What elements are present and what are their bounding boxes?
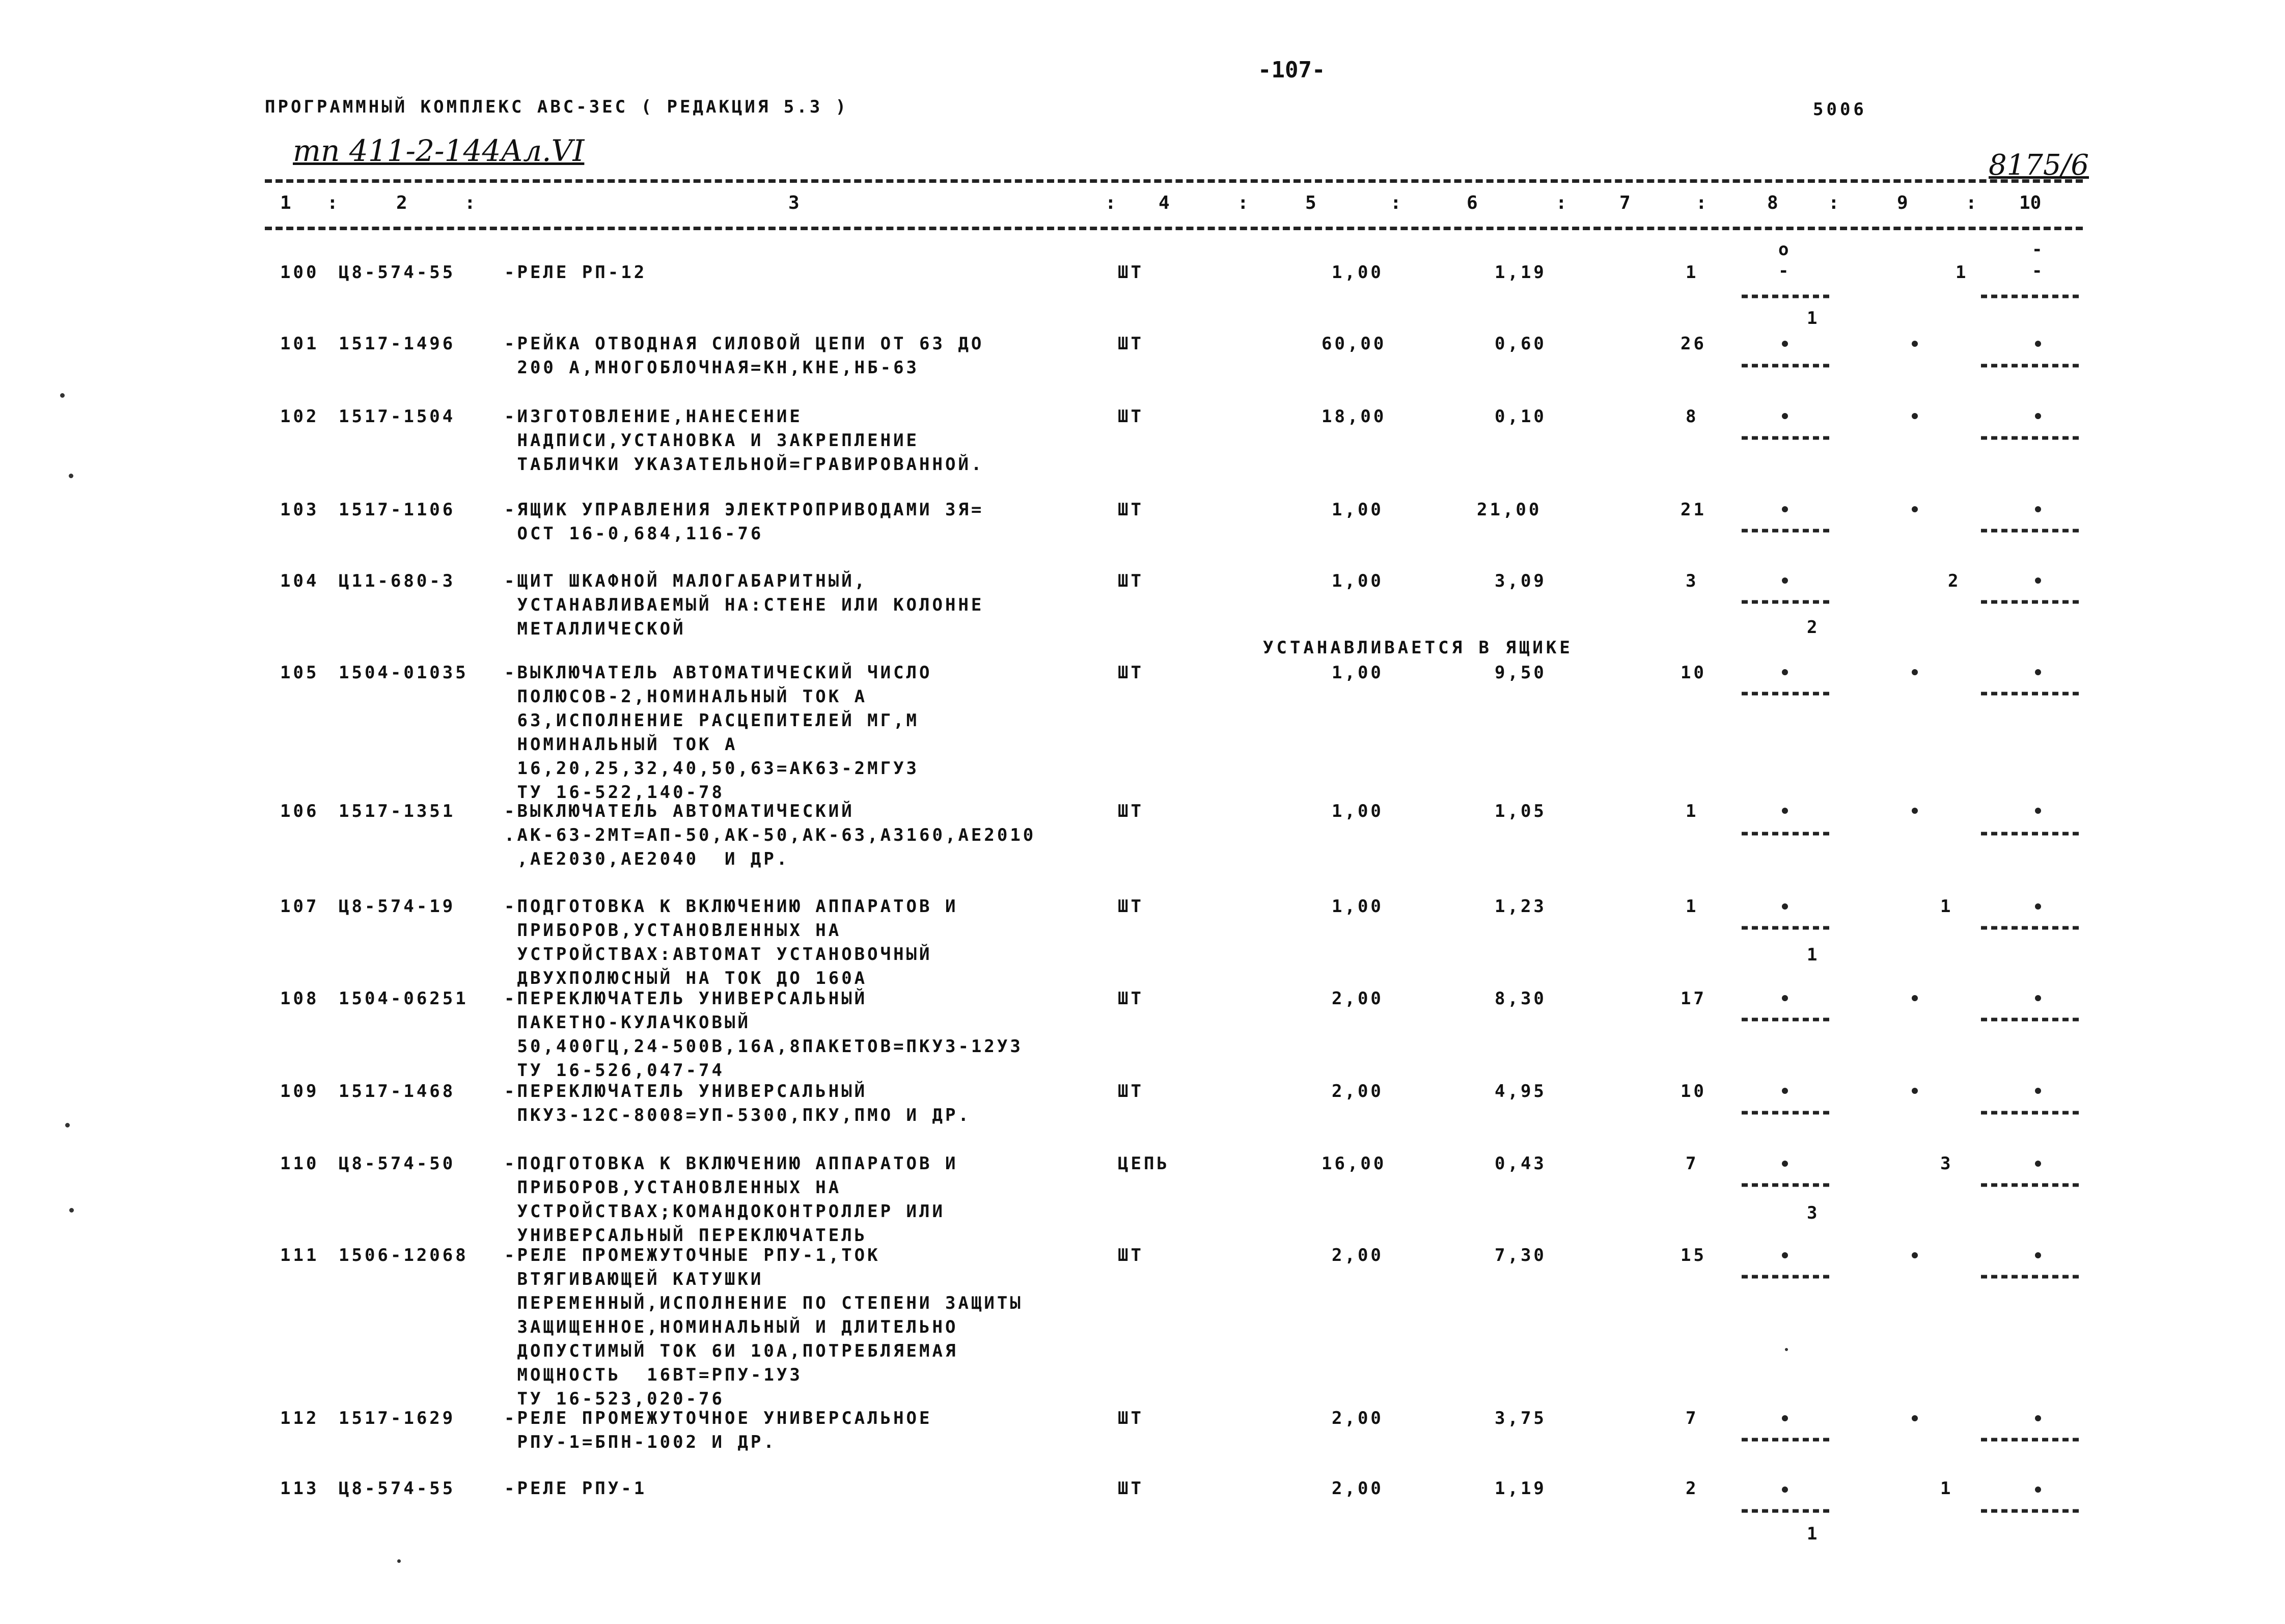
- scan-speck: [69, 1208, 74, 1213]
- col-sep: :: [1966, 192, 1977, 213]
- row-price: 9,50: [1495, 663, 1547, 683]
- program-title: ПРОГРАММНЫЙ КОМПЛЕКС АВС-ЗЕС ( РЕДАКЦИЯ 5.3 ): [265, 97, 849, 117]
- row-price: 7,30: [1495, 1245, 1547, 1265]
- tally-dot: [2035, 808, 2041, 814]
- row-price: 4,95: [1495, 1081, 1547, 1102]
- tally-dot: [1782, 341, 1788, 347]
- row-description: -ЯЩИК УПРАВЛЕНИЯ ЭЛЕКТРОПРИВОДАМИ ЗЯ= ОСТ 16-0,684,116-76: [504, 500, 984, 544]
- row-col7: 7: [1686, 1408, 1699, 1428]
- sheet-number: 8175/6: [1989, 149, 2089, 182]
- row-number: 108: [280, 988, 319, 1009]
- row-col7: 15: [1681, 1245, 1706, 1265]
- row-price: 1,19: [1495, 262, 1547, 283]
- row-description: -РЕЛЕ ПРОМЕЖУТОЧНЫЕ РПУ-1,ТОК ВТЯГИВАЮЩЕЙ КАТУШКИ ПЕРЕМЕННЫЙ,ИСПОЛНЕНИЕ ПО СТЕПЕНИ ЗАЩИТЫ ЗАЩИЩЕННОЕ,НОМИНАЛЬНЫЙ И ДЛИТЕЛЬНО ДОПУСТИМЫЙ ТОК 6И 10А,ПОТРЕБЛЯЕМАЯ МОЩНОСТЬ 16ВТ=РПУ-1У3 ТУ 16-523,020-76: [504, 1245, 1023, 1409]
- row-number: 110: [280, 1153, 319, 1174]
- row-number: 112: [280, 1408, 319, 1428]
- tally-dot: [1782, 1161, 1788, 1167]
- row-quantity: 1,00: [1332, 500, 1384, 520]
- row-quantity: 1,00: [1332, 896, 1384, 917]
- row-unit: ШТ: [1118, 1478, 1144, 1499]
- scan-speck: [60, 393, 65, 398]
- tally-dot: [2035, 1088, 2041, 1094]
- col-header-6: 6: [1467, 192, 1478, 213]
- row-col9: 1: [1940, 1478, 1953, 1499]
- row-unit: ШТ: [1118, 1408, 1144, 1428]
- col-sep: :: [327, 192, 338, 213]
- row-code: Ц8-574-50: [339, 1153, 456, 1174]
- col-header-1: 1: [280, 192, 291, 213]
- tally-dot: [2035, 1252, 2041, 1258]
- tally-dot: [1782, 1252, 1788, 1258]
- row-price: 3,09: [1495, 571, 1547, 591]
- tally-number: 1: [1807, 1524, 1820, 1544]
- row-quantity: 1,00: [1332, 801, 1384, 821]
- tally-dot: [1782, 808, 1788, 814]
- col-header-2: 2: [396, 192, 407, 213]
- row-code: 1517-1106: [339, 500, 456, 520]
- row-price: 3,75: [1495, 1408, 1547, 1428]
- row-quantity: 16,00: [1322, 1153, 1387, 1174]
- row-quantity: 2,00: [1332, 1245, 1384, 1265]
- row-code: 1517-1468: [339, 1081, 456, 1102]
- row-col7: 3: [1686, 571, 1699, 591]
- tally-circle: о: [1778, 239, 1792, 260]
- tally-dot: [1912, 669, 1918, 675]
- row-quantity: 18,00: [1322, 406, 1387, 427]
- row-price: 0,10: [1495, 406, 1547, 427]
- row-price: 21,00: [1477, 500, 1542, 520]
- row-code: Ц11-680-3: [339, 571, 456, 591]
- tally-dash: -: [2032, 239, 2045, 260]
- col-header-3: 3: [788, 192, 800, 213]
- tally-dot: [2035, 1161, 2041, 1167]
- tally-dot: [1782, 1487, 1788, 1493]
- row-price: 0,60: [1495, 334, 1547, 354]
- row-col7: 10: [1681, 663, 1706, 683]
- row-code: 1517-1504: [339, 406, 456, 427]
- row-price: 1,23: [1495, 896, 1547, 917]
- tally-dot: [2035, 669, 2041, 675]
- row-price: 1,19: [1495, 1478, 1547, 1499]
- row-code: 1506-12068: [339, 1245, 469, 1265]
- row-col7: 17: [1681, 988, 1706, 1009]
- tally-dot: [1782, 577, 1788, 584]
- document-code: 5006: [1813, 99, 1867, 120]
- row-description: -ВЫКЛЮЧАТЕЛЬ АВТОМАТИЧЕСКИЙ .АК-63-2МТ=АП-50,АК-50,АК-63,А3160,АЕ2010 ,АЕ2030,АЕ2040 И ДР.: [504, 801, 1036, 869]
- row-description: -ПОДГОТОВКА К ВКЛЮЧЕНИЮ АППАРАТОВ И ПРИБОРОВ,УСТАНОВЛЕННЫХ НА УСТРОЙСТВАХ;КОМАНДОКОНТРОЛЛЕР ИЛИ УНИВЕРСАЛЬНЫЙ ПЕРЕКЛЮЧАТЕЛЬ: [504, 1153, 958, 1246]
- row-price: 0,43: [1495, 1153, 1547, 1174]
- row-col7: 1: [1686, 262, 1699, 283]
- document-id: тп 411-2-144Ал.VI: [293, 133, 585, 168]
- row-col7: 1: [1686, 801, 1699, 821]
- row-number: 105: [280, 663, 319, 683]
- tally-dot: [2035, 506, 2041, 512]
- row-number: 113: [280, 1478, 319, 1499]
- tally-dot: [1782, 1088, 1788, 1094]
- row-code: Ц8-574-19: [339, 896, 456, 917]
- row-col7: 2: [1686, 1478, 1699, 1499]
- row-unit: ШТ: [1118, 896, 1144, 917]
- tally-number: 1: [1807, 308, 1820, 328]
- row-code: 1517-1496: [339, 334, 456, 354]
- row-number: 107: [280, 896, 319, 917]
- tally-dot: [1912, 341, 1918, 347]
- row-description: -РЕЙКА ОТВОДНАЯ СИЛОВОЙ ЦЕПИ ОТ 63 ДО 200 А,МНОГОБЛОЧНАЯ=КН,КНЕ,НБ-63: [504, 334, 984, 378]
- row-unit: ЦЕПЬ: [1118, 1153, 1170, 1174]
- col-header-5: 5: [1305, 192, 1316, 213]
- row-unit: ШТ: [1118, 801, 1144, 821]
- tally-dot: [1912, 808, 1918, 814]
- row-col7: 8: [1686, 406, 1699, 427]
- col-sep: :: [1105, 192, 1116, 213]
- row-unit: ШТ: [1118, 262, 1144, 283]
- install-note: УСТАНАВЛИВАЕТСЯ В ЯЩИКЕ: [1263, 638, 1573, 658]
- row-col7: 1: [1686, 896, 1699, 917]
- row-quantity: 2,00: [1332, 988, 1384, 1009]
- col-header-4: 4: [1159, 192, 1170, 213]
- col-sep: :: [1237, 192, 1249, 213]
- tally-dot: [2035, 413, 2041, 419]
- row-description: -ПЕРЕКЛЮЧАТЕЛЬ УНИВЕРСАЛЬНЫЙ ПКУ3-12С-8008=УП-5300,ПКУ,ПМО И ДР.: [504, 1081, 971, 1125]
- row-number: 106: [280, 801, 319, 821]
- row-col7: 10: [1681, 1081, 1706, 1102]
- tally-dot: [2035, 341, 2041, 347]
- row-code: 1504-01035: [339, 663, 469, 683]
- row-col9: 1: [1940, 896, 1953, 917]
- tally-dash: -: [1778, 261, 1792, 281]
- tally-dot: [1912, 1415, 1918, 1421]
- row-col7: 26: [1681, 334, 1706, 354]
- tally-dash: -: [2032, 261, 2045, 281]
- tally-dot: [1912, 995, 1918, 1001]
- row-unit: ШТ: [1118, 571, 1144, 591]
- scan-speck: [69, 474, 73, 478]
- row-unit: ШТ: [1118, 1081, 1144, 1102]
- row-code: 1517-1629: [339, 1408, 456, 1428]
- row-number: 111: [280, 1245, 319, 1265]
- tally-dot: [1782, 669, 1788, 675]
- tally-dot: [1782, 903, 1788, 910]
- row-quantity: 2,00: [1332, 1478, 1384, 1499]
- row-number: 109: [280, 1081, 319, 1102]
- row-description: -ИЗГОТОВЛЕНИЕ,НАНЕСЕНИЕ НАДПИСИ,УСТАНОВКА И ЗАКРЕПЛЕНИЕ ТАБЛИЧКИ УКАЗАТЕЛЬНОЙ=ГРАВИРОВАННОЙ.: [504, 406, 984, 475]
- tally-dot: [2035, 577, 2041, 584]
- row-quantity: 1,00: [1332, 663, 1384, 683]
- row-description: -РЕЛЕ РПУ-1: [504, 1478, 647, 1499]
- row-quantity: 2,00: [1332, 1408, 1384, 1428]
- tally-dot: [1782, 506, 1788, 512]
- row-number: 102: [280, 406, 319, 427]
- tally-dot: [1912, 413, 1918, 419]
- tally-number: 1: [1807, 945, 1820, 965]
- row-number: 104: [280, 571, 319, 591]
- row-col9: 1: [1956, 262, 1969, 283]
- tally-dot: [1912, 1088, 1918, 1094]
- tally-dot: [2035, 1415, 2041, 1421]
- col-sep: :: [1556, 192, 1567, 213]
- row-col7: 7: [1686, 1153, 1699, 1174]
- col-header-7: 7: [1619, 192, 1631, 213]
- row-price: 8,30: [1495, 988, 1547, 1009]
- row-col7: 21: [1681, 500, 1706, 520]
- row-unit: ШТ: [1118, 1245, 1144, 1265]
- row-col9: 2: [1948, 571, 1961, 591]
- col-sep: :: [1828, 192, 1839, 213]
- tally-dot: [1912, 1252, 1918, 1258]
- row-col9: 3: [1940, 1153, 1953, 1174]
- scan-speck: [397, 1559, 401, 1563]
- tally-dot: [1782, 413, 1788, 419]
- tally-dot: [1782, 1415, 1788, 1421]
- col-header-9: 9: [1897, 192, 1908, 213]
- row-code: Ц8-574-55: [339, 1478, 456, 1499]
- row-quantity: 60,00: [1322, 334, 1387, 354]
- row-description: -РЕЛЕ РП-12: [504, 262, 647, 283]
- col-header-8: 8: [1767, 192, 1778, 213]
- row-quantity: 1,00: [1332, 571, 1384, 591]
- row-unit: ШТ: [1118, 406, 1144, 427]
- row-description: -РЕЛЕ ПРОМЕЖУТОЧНОЕ УНИВЕРСАЛЬНОЕ РПУ-1=БПН-1002 И ДР.: [504, 1408, 932, 1452]
- row-unit: ШТ: [1118, 988, 1144, 1009]
- col-sep: :: [1390, 192, 1401, 213]
- scan-speck: [65, 1123, 70, 1127]
- row-unit: ШТ: [1118, 663, 1144, 683]
- row-number: 103: [280, 500, 319, 520]
- row-code: 1517-1351: [339, 801, 456, 821]
- row-description: -ЩИТ ШКАФНОЙ МАЛОГАБАРИТНЫЙ, УСТАНАВЛИВАЕМЫЙ НА:СТЕНЕ ИЛИ КОЛОННЕ МЕТАЛЛИЧЕСКОЙ: [504, 571, 984, 639]
- row-code: 1504-06251: [339, 988, 469, 1009]
- tally-dot: [1782, 995, 1788, 1001]
- tally-dot: [2035, 903, 2041, 910]
- row-unit: ШТ: [1118, 334, 1144, 354]
- page-number: -107-: [1258, 57, 1326, 83]
- row-unit: ШТ: [1118, 500, 1144, 520]
- row-price: 1,05: [1495, 801, 1547, 821]
- row-code: Ц8-574-55: [339, 262, 456, 283]
- row-description: -ПЕРЕКЛЮЧАТЕЛЬ УНИВЕРСАЛЬНЫЙ ПАКЕТНО-КУЛАЧКОВЫЙ 50,400ГЦ,24-500В,16А,8ПАКЕТОВ=ПКУ3-12У3 ТУ 16-526,047-74: [504, 988, 1023, 1081]
- col-sep: :: [464, 192, 476, 213]
- row-description: -ВЫКЛЮЧАТЕЛЬ АВТОМАТИЧЕСКИЙ ЧИСЛО ПОЛЮСОВ-2,НОМИНАЛЬНЫЙ ТОК А 63,ИСПОЛНЕНИЕ РАСЦЕПИТЕЛЕЙ МГ,М НОМИНАЛЬНЫЙ ТОК А 16,20,25,32,40,50,63=АК63-2МГУ3 ТУ 16-522,140-78: [504, 663, 932, 803]
- col-header-10: 10: [2019, 192, 2042, 213]
- tally-number: 2: [1807, 617, 1820, 638]
- col-sep: :: [1696, 192, 1707, 213]
- tally-dot: [2035, 995, 2041, 1001]
- row-description: -ПОДГОТОВКА К ВКЛЮЧЕНИЮ АППАРАТОВ И ПРИБОРОВ,УСТАНОВЛЕННЫХ НА УСТРОЙСТВАХ:АВТОМАТ УСТАНОВОЧНЫЙ ДВУХПОЛЮСНЫЙ НА ТОК ДО 160А: [504, 896, 958, 988]
- row-quantity: 2,00: [1332, 1081, 1384, 1102]
- row-quantity: 1,00: [1332, 262, 1384, 283]
- tally-number: 3: [1807, 1203, 1820, 1223]
- row-number: 100: [280, 262, 319, 283]
- scan-speck: [1785, 1348, 1788, 1351]
- tally-dot: [2035, 1487, 2041, 1493]
- row-number: 101: [280, 334, 319, 354]
- tally-dot: [1912, 506, 1918, 512]
